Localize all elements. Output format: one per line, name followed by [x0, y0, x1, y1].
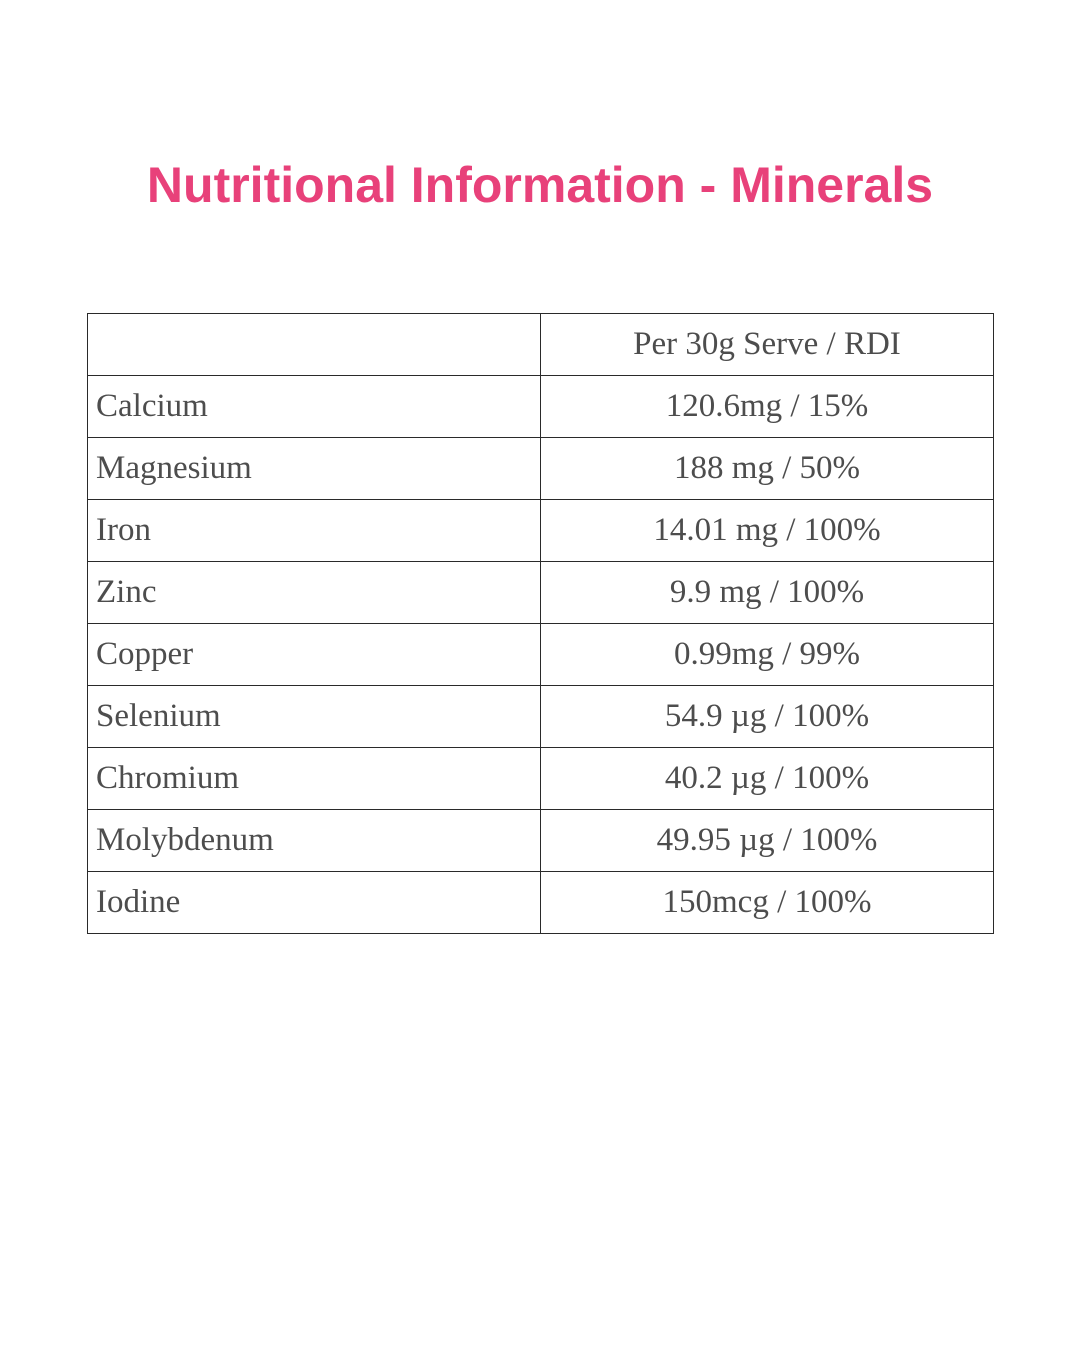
mineral-value: 150mcg / 100% [541, 872, 994, 934]
table-row [88, 872, 994, 934]
mineral-name: Calcium [88, 376, 541, 438]
mineral-name: Molybdenum [88, 810, 541, 872]
mineral-name: Iodine [88, 872, 541, 934]
mineral-name: Copper [88, 624, 541, 686]
mineral-value: 14.01 mg / 100% [541, 500, 994, 562]
table-row [88, 686, 994, 748]
mineral-name: Magnesium [88, 438, 541, 500]
mineral-value: 120.6mg / 15% [541, 376, 994, 438]
mineral-value: 0.99mg / 99% [541, 624, 994, 686]
mineral-value: 188 mg / 50% [541, 438, 994, 500]
table-row [88, 748, 994, 810]
table-row [88, 376, 994, 438]
mineral-value: 40.2 µg / 100% [541, 748, 994, 810]
table-header-row [88, 314, 994, 376]
header-name-cell [88, 314, 541, 376]
header-value-cell: Per 30g Serve / RDI [541, 314, 994, 376]
mineral-name: Iron [88, 500, 541, 562]
table-row [88, 810, 994, 872]
page-title: Nutritional Information - Minerals [146, 157, 934, 213]
mineral-value: 49.95 µg / 100% [541, 810, 994, 872]
table-row [88, 624, 994, 686]
table-row [88, 562, 994, 624]
mineral-value: 54.9 µg / 100% [541, 686, 994, 748]
table-row [88, 500, 994, 562]
mineral-name: Selenium [88, 686, 541, 748]
table-row [88, 438, 994, 500]
minerals-table [87, 313, 994, 934]
mineral-name: Zinc [88, 562, 541, 624]
mineral-name: Chromium [88, 748, 541, 810]
mineral-value: 9.9 mg / 100% [541, 562, 994, 624]
